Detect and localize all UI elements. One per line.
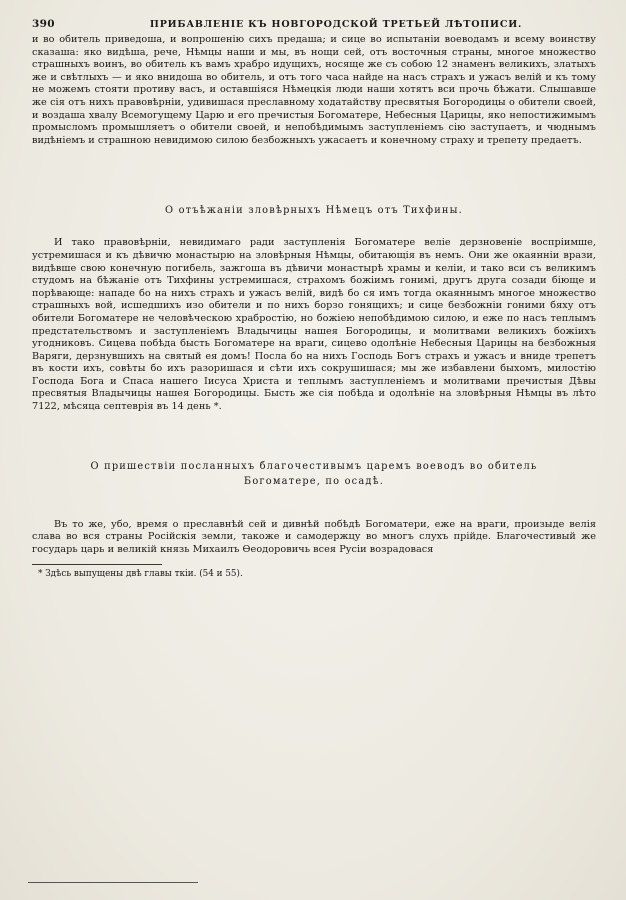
paragraph-departure: И тако правовѣрніи, невидимаго ради заступленія Богоматере веліе дерзновеніе воспріимше, устремишася и къ дѣвичю монастырю на зловѣрныя Нѣмцы, обитающія въ немъ. Они же окаянніи врази, видѣвше свою конечную погибель, зажгоша въ дѣвичи монастырѣ храмы и келіи, и тако вси съ великимъ студомъ на бѣжаніе отъ Тихфины устремишася, страхомъ божіимъ гонимі, другъ друга созади біюще и порѣвающе: нападе бо на нихъ страхъ и ужасъ велій, видѣ бо ся имъ тогда окаяннымъ многое множество страшныхъ вой, исшедшихъ изо обители и по нихъ борзо гонящихъ; и сице безбожніи гоними бяху отъ обители Богоматере не человѣческою храбростію, но божіею непобѣдимою силою, и еже по насъ теплымъ предстательствомъ и заступленіемъ Владычицы нашея Богородицы, и молитвами великихъ божіихъ угодниковъ. Сицева побѣда бысть Богоматере на враги, сицево одолѣніе Небесныя Царицы на безбожныя Варяги, дерзнувшихъ на святый ея домъ! Посла бо на нихъ Господь Богъ страхъ и ужасъ и вниде трепетъ въ кости ихъ, совѣты бо ихъ разоришася и сѣти ихъ сокрушишася; мы же избавлени быхомъ, милостію Господа Бога и Спаса нашего Іисуса Христа и теплымъ заступленіемъ и молитвами пречистыя Дѣвы пресвятыя Владычицы нашея Богородицы. Бысть же сія побѣда и одолѣніе на зловѣрныя Нѣмцы въ лѣто 7122, мѣсяца септеврія въ 14 день *. [32, 237, 596, 413]
page-number: 390 [32, 18, 55, 30]
page-header [32, 18, 596, 30]
footnote: * Здѣсь выпущены двѣ главы ткіи. (54 и 55). [38, 569, 243, 580]
section-heading-arrival-line-1: О пришествіи посланныхъ благочестивымъ царемъ воеводъ во обитель [90, 460, 538, 472]
paragraph-continuation: и во обитель приведоша, и вопрошенію сихъ предаша; и сице во испытаніи воеводамъ и всему воинству сказаша: яко видѣша, рече, Нѣмцы наши и мы, въ нощи сей, отъ восточныя страны, многое множество страшныхъ воинъ, во обитель къ вамъ храбро идущихъ, носяще же съ собою 12 знаменъ великихъ, златыхъ же и свѣтлыхъ — и яко внидоша во обитель, и отъ того часа найде на насъ страхъ и ужасъ велій и къ тому не можемъ стояти противу васъ, и оставшіяся Нѣмецкія люди наши хотятъ вси прочь бѣжати. Слышавше же сія отъ нихъ правовѣрніи, удивишася преславному ходатайству пресвятыя Богородицы о обители своей, и воздаша хвалу Всемогущему Царю и его пречистыя Богоматере, Небесныя Царицы, яко непостижимымъ промысломъ промышляетъ о обители своей, и непобѣдимымъ заступленіемъ сію заступаетъ, и чюднымъ видѣніемъ и страшною невидимою силою безбожныхъ ужасаетъ и конечному страху и трепету предаетъ. [32, 34, 596, 146]
section-heading-departure: О отъѣжаніи зловѣрныхъ Нѣмецъ отъ Тихфины. [165, 205, 463, 217]
section-heading-arrival-line-2: Богоматере, по осадѣ. [243, 475, 385, 487]
bottom-rule [28, 882, 198, 883]
paragraph-arrival: Въ то же, убо, время о преславнѣй сей и дивнѣй побѣдѣ Богоматери, еже на враги, произыде велія слава во вся страны Російскія земли, такоже и самодержцу во многъ слухъ прійде. Благочестивый же государь царь и великій князь Михаилъ Ѳеодоровичь всея Русіи возрадовася [32, 518, 596, 555]
footnote-rule [32, 564, 162, 565]
running-head: ПРИБАВЛЕНІЕ КЪ НОВГОРОДСКОЙ ТРЕТЬЕЙ ЛѢТОПИСИ. [149, 19, 523, 30]
